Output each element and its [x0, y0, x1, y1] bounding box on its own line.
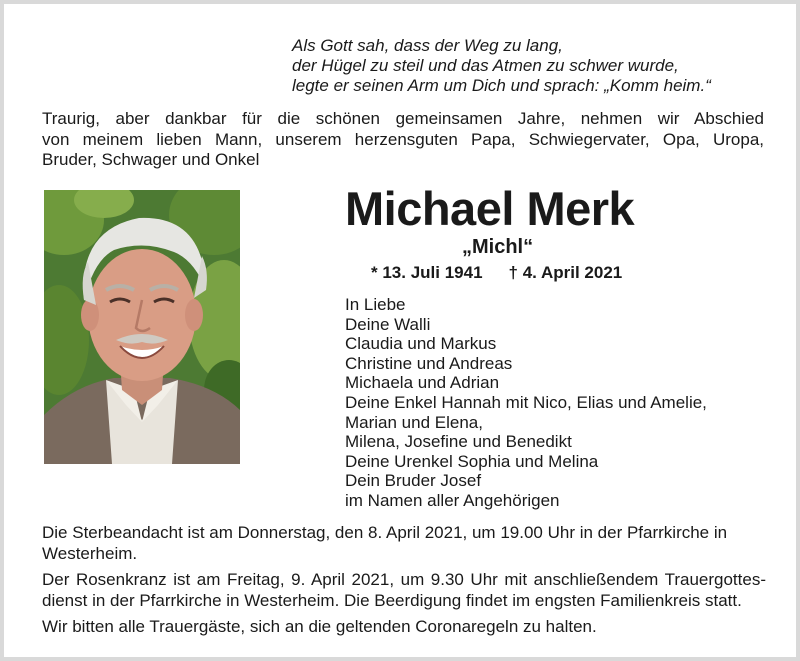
rosary-notice [42, 570, 766, 611]
notice-line: Wir bitten alle Trauergäste, sich an die geltenden Coronaregeln zu halten. [42, 617, 597, 636]
mourner-line: Michaela und Adrian [345, 373, 500, 393]
mourner-line: Dein Bruder Josef [345, 471, 482, 491]
mourner-line: Milena, Josefine und Benedikt [345, 432, 572, 452]
mourner-line: Christine und Andreas [345, 353, 513, 373]
mourners-list [345, 295, 775, 511]
notice-line: dienst in der Pfarrkirche in Westerheim. Die Beerdigung findet im engsten Familienkreis statt. [42, 590, 742, 610]
service-notice [42, 523, 766, 564]
deceased-nickname: „Michl“ [462, 236, 534, 258]
notice-line: Westerheim. [42, 543, 138, 563]
death-date: † 4. April 2021 [508, 263, 623, 282]
motto-line: der Hügel zu steil und das Atmen zu schwer wurde, [292, 56, 679, 75]
request-notice [42, 617, 766, 638]
motto-line: legte er seinen Arm um Dich und sprach: „Komm heim.“ [292, 76, 711, 95]
deceased-name: Michael Merk [345, 182, 635, 235]
mourner-line: In Liebe [345, 295, 406, 314]
mourner-line: im Namen aller Angehörigen [345, 490, 560, 510]
mourner-line: Deine Walli [345, 314, 431, 334]
mourner-line: Deine Enkel Hannah mit Nico, Elias und Amelie, [345, 392, 707, 412]
service-notices [42, 523, 766, 644]
mourner-line: Marian und Elena, [345, 412, 483, 432]
mourner-line: Deine Urenkel Sophia und Melina [345, 451, 599, 471]
portrait-photo [44, 190, 240, 464]
birth-date: * 13. Juli 1941 [371, 263, 483, 282]
notice-line: Die Sterbeandacht ist am Donnerstag, den 8. April 2021, um 19.00 Uhr in der Pfarrkirche in [42, 523, 728, 542]
mourner-line: Claudia und Markus [345, 334, 497, 354]
intro-line: Traurig, aber dankbar für die schönen gemeinsamen Jahre, nehmen wir Abschied [42, 109, 764, 128]
intro-line: von meinem lieben Mann, unserem herzensguten Papa, Schwiegervater, Opa, Uropa, [42, 129, 764, 149]
notice-line: Der Rosenkranz ist am Freitag, 9. April 2021, um 9.30 Uhr mit anschließendem Trauergottes- [42, 570, 766, 589]
motto-verse [292, 36, 772, 96]
life-dates [371, 263, 671, 283]
intro-line: Bruder, Schwager und Onkel [42, 150, 260, 169]
intro-text [42, 109, 764, 171]
motto-line: Als Gott sah, dass der Weg zu lang, [292, 36, 563, 55]
